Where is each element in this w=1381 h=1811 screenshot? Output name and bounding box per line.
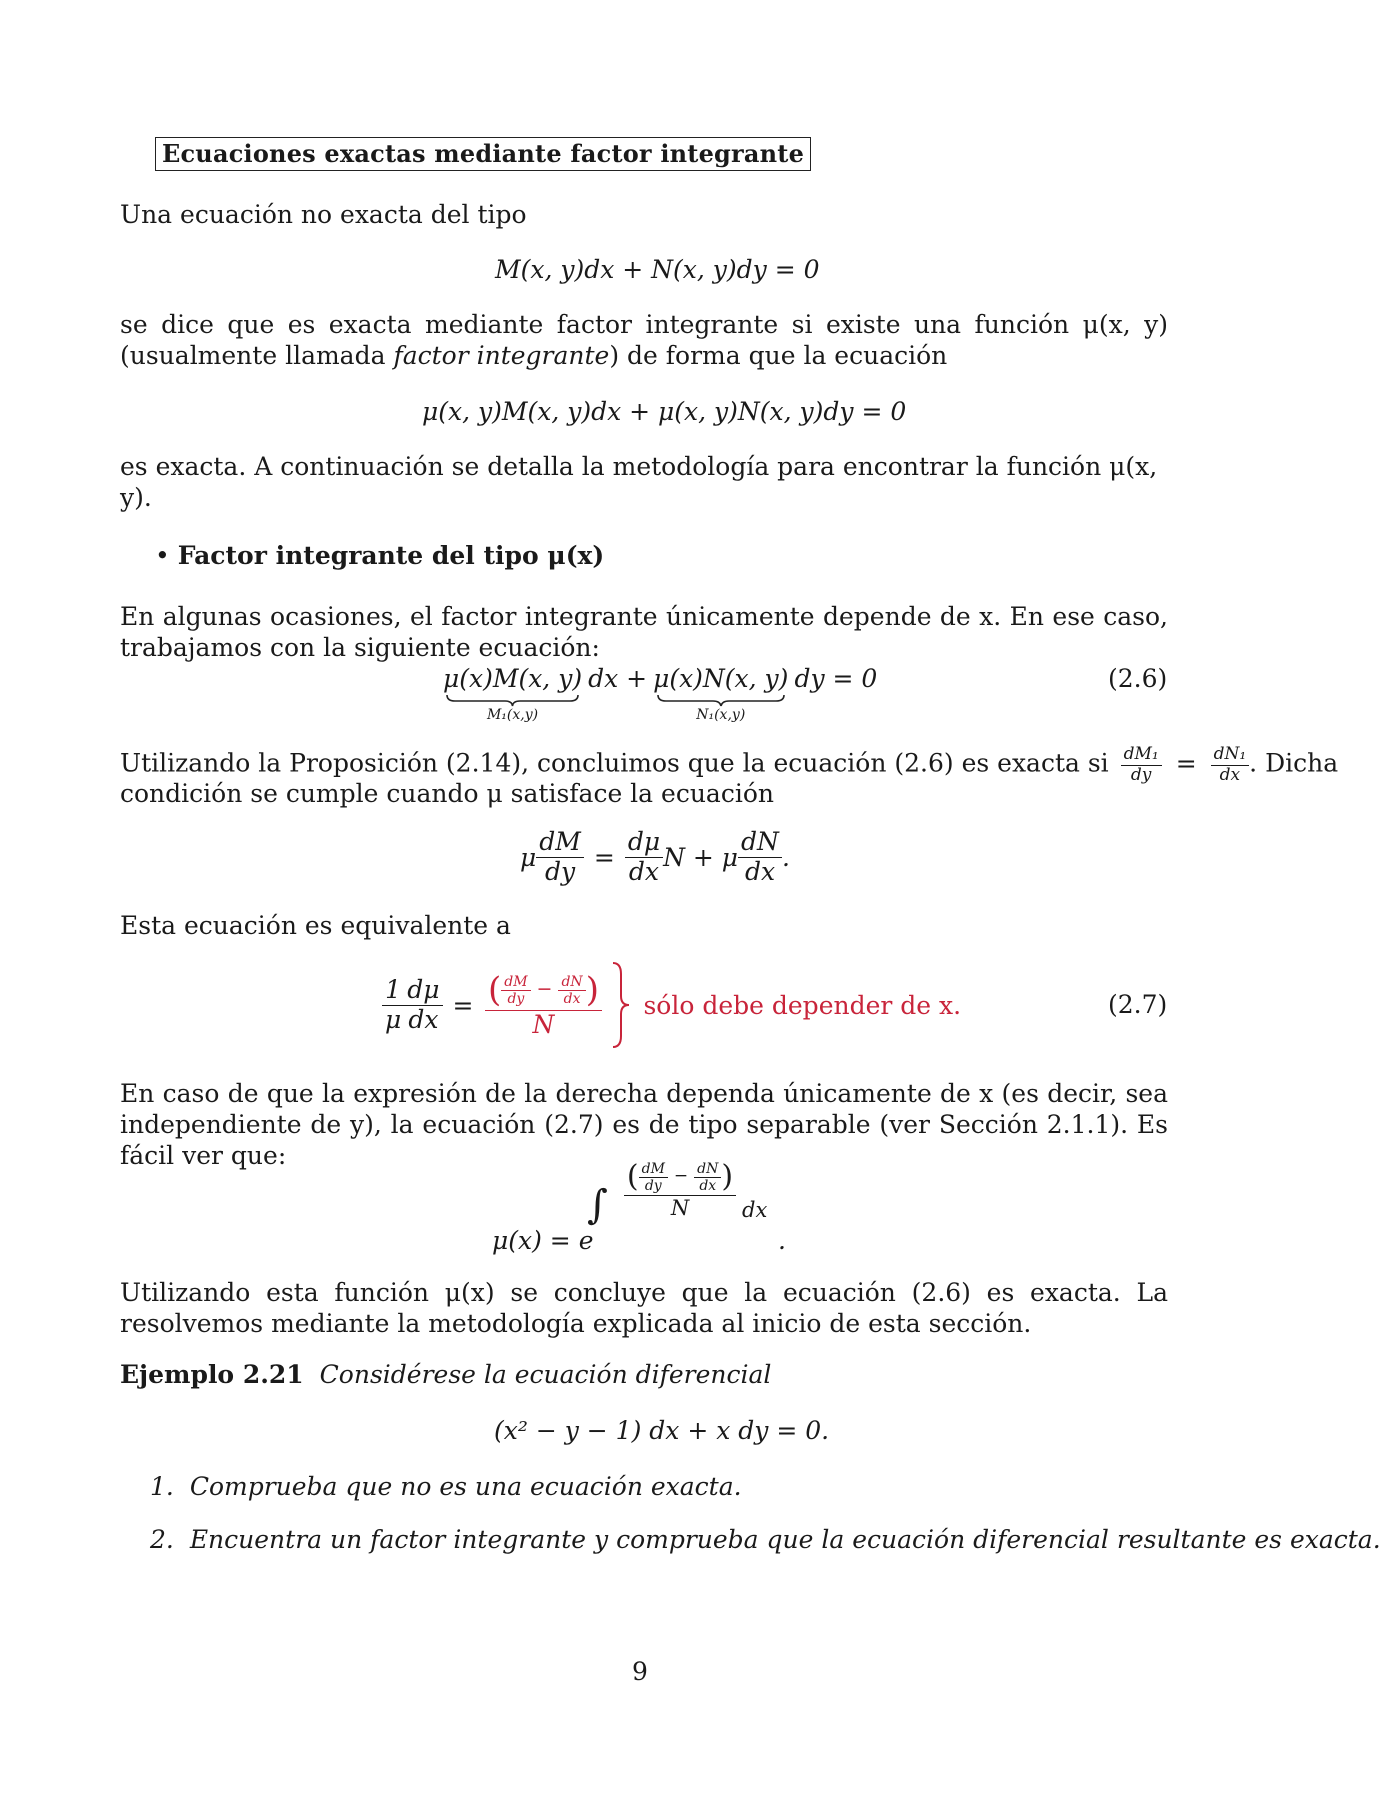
equals-sign: = [593, 842, 615, 872]
example-heading [120, 1359, 771, 1390]
equation-mu-condition [520, 828, 790, 887]
equation-2-6 [443, 664, 877, 723]
intro-line: Una ecuación no exacta del tipo [120, 200, 527, 229]
intro-text-b: ) de forma que la ecuación [609, 341, 948, 370]
label-m1: M₁(x,y) [486, 707, 539, 723]
exponent-numerator: ( $\frac{dM}{dy}$ − $\frac{dN}{dx}$ ) [624, 1160, 736, 1196]
page-number: 9 [632, 1657, 648, 1686]
mu-equals-e: μ(x) = e [492, 1226, 594, 1255]
exp-frac-dm-dy: $\frac{dM}{dy}$ [639, 1161, 668, 1194]
example-statement: Considérese la ecuación diferencial [319, 1360, 772, 1389]
equation-general: M(x, y)dx + N(x, y)dy = 0 [495, 255, 820, 284]
frac-expression-red [483, 971, 603, 1040]
exp-frac-dn-dx: $\frac{dN}{dx}$ [694, 1161, 721, 1194]
underbrace-n1 [656, 693, 786, 707]
right-brace-red [609, 960, 635, 1050]
p5-equals: = [1175, 748, 1197, 778]
exp-minus: − [673, 1166, 689, 1187]
label-n1: N₁(x,y) [696, 707, 746, 723]
period: . [781, 842, 790, 872]
mu-symbol: μ [520, 842, 537, 872]
paragraph-mu-x: En algunas ocasiones, el factor integrante únicamente depende de x. En ese caso, trabajamos con la siguiente ecuación: [120, 602, 1168, 662]
item-1-text: Comprueba que no es una ecuación exacta. [189, 1472, 742, 1501]
frac-dn-dx: $\frac{dN}{dx}$ [738, 828, 782, 887]
group-n1-expression: μ(x)N(x, y) [653, 664, 789, 693]
item-2-number: 2. [150, 1525, 174, 1554]
frac-dmu-dx: $\frac{d\mu}{dx}$ [625, 828, 663, 887]
item-1-number: 1. [150, 1472, 174, 1501]
exp-dx: dx [742, 1198, 768, 1222]
integral-icon: ∫ [587, 1182, 608, 1228]
n-plus-mu: N + μ [663, 842, 739, 872]
equation-2-7 [382, 960, 961, 1050]
inner-frac-dm-dy: $\frac{dM}{dy}$ [501, 974, 530, 1007]
equation-number-2-6: (2.6) [1108, 664, 1168, 693]
minus-sign: − [536, 978, 553, 1001]
section-title: Ecuaciones exactas mediante factor integrante [155, 137, 811, 171]
red-numerator [485, 971, 602, 1011]
intro-paragraph [120, 309, 1168, 371]
inner-frac-dn-dx: $\frac{dN}{dx}$ [558, 974, 585, 1007]
frac-dmu-dx-27: $\frac{d\mu}{dx}$ [404, 976, 442, 1035]
denominator-n: N [532, 1009, 555, 1039]
paren-right: ) [585, 969, 599, 1010]
example-label: Ejemplo 2.21 [120, 1360, 304, 1389]
subsection-heading [155, 541, 604, 570]
red-note: sólo debe depender de x. [643, 990, 962, 1020]
eq26-dx-plus: dx + [588, 664, 648, 693]
bullet-icon: • [155, 541, 170, 570]
eq27-equals: = [452, 990, 474, 1020]
eq26-dy-eq: dy = 0 [794, 664, 878, 693]
frac-one-over-mu: $\frac{1}{\mu}$ [382, 976, 404, 1035]
frac-dm1-dy: $\frac{\text{dM₁}}{dy}$ [1121, 745, 1162, 785]
subsection-title: Factor integrante del tipo μ(x) [177, 541, 605, 570]
paragraph-equivalent: Esta ecuación es equivalente a [120, 911, 511, 940]
underbrace-m1 [445, 693, 580, 707]
example-item-1 [150, 1471, 742, 1502]
equation-multiplied: μ(x, y)M(x, y)dx + μ(x, y)N(x, y)dy = 0 [422, 397, 907, 426]
p5-text-b: . Dicha [1249, 748, 1339, 778]
term-factor-integrante: factor integrante [393, 341, 610, 370]
exponent-fraction [620, 1160, 740, 1220]
frac-dn1-dx: $\frac{\text{dN₁}}{dx}$ [1211, 745, 1250, 785]
paragraph-conclusion: Utilizando esta función μ(x) se concluye que la ecuación (2.6) es exacta. La resolvemos mediante la metodología explicada al inicio de esta sección. [120, 1278, 1168, 1338]
equation-integral [492, 1160, 812, 1260]
exp-denominator-n: N [670, 1195, 690, 1220]
paragraph-condition: condición se cumple cuando μ satisface la ecuación [120, 779, 774, 808]
item-2-text: Encuentra un factor integrante y comprueba que la ecuación diferencial resultante es exacta. [189, 1525, 1381, 1554]
underbrace-group-m1 [443, 664, 582, 723]
paren-left: ( [487, 969, 502, 1010]
equation-number-2-7: (2.7) [1108, 990, 1168, 1019]
underbrace-group-n1 [653, 664, 788, 723]
example-equation: (x² − y − 1) dx + x dy = 0. [494, 1416, 830, 1445]
paragraph-separable: En caso de que la expresión de la derecha dependa únicamente de x (es decir, sea independiente de y), la ecuación (2.7) es de tipo separable (ver Sección 2.1.1). Es fácil ver que: [120, 1079, 1168, 1170]
intro-text-a: se dice que es exacta mediante factor integrante si existe una función μ(x, y) (usualmente llamada [120, 310, 1168, 370]
frac-dm-dy: $\frac{dM}{dy}$ [536, 828, 584, 887]
example-item-2 [150, 1524, 1381, 1555]
group-m1-expression: μ(x)M(x, y) [443, 664, 583, 693]
intro-conclusion: es exacta. A continuación se detalla la metodología para encontrar la función μ(x, y). [120, 452, 1158, 512]
p5-text-a: Utilizando la Proposición (2.14), concluimos que la ecuación (2.6) es exacta si [120, 748, 1109, 778]
exp-period: . [778, 1226, 786, 1255]
